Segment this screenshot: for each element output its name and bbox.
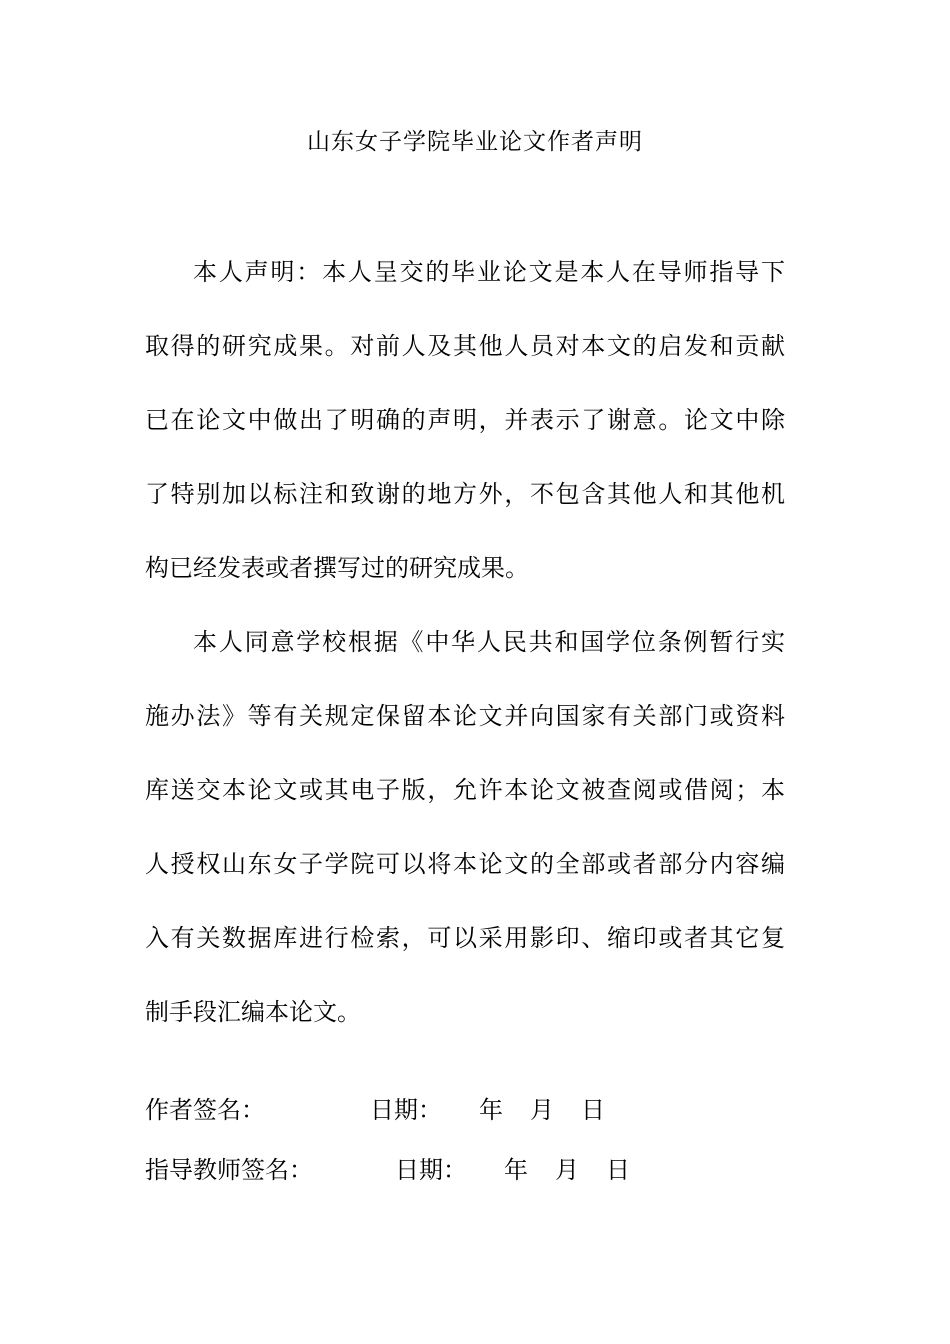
paragraph-line: 取得的研究成果。对前人及其他人员对本文的启发和贡献 (145, 332, 785, 360)
author-signature-label: 作者签名： (145, 1096, 265, 1124)
paragraph-line: 人授权山东女子学院可以将本论文的全部或者部分内容编 (145, 850, 785, 878)
author-date-month: 月 (530, 1096, 554, 1124)
page-title: 山东女子学院毕业论文作者声明 (307, 129, 643, 155)
authorization-paragraph (145, 605, 785, 1049)
author-date-year: 年 (479, 1096, 503, 1124)
paragraph-line: 已在论文中做出了明确的声明，并表示了谢意。论文中除 (145, 406, 785, 434)
author-date-label: 日期： (370, 1096, 442, 1124)
paragraph-line: 构已经发表或者撰写过的研究成果。 (145, 554, 529, 582)
paragraph-line: 库送交本论文或其电子版，允许本论文被查阅或借阅；本 (145, 776, 785, 804)
paragraph-line: 本人同意学校根据《中华人民共和国学位条例暂行实 (193, 628, 785, 656)
paragraph-line: 本人声明：本人呈交的毕业论文是本人在导师指导下 (193, 258, 785, 286)
advisor-date-day: 日 (606, 1156, 630, 1184)
advisor-date-label: 日期： (395, 1156, 467, 1184)
author-date-day: 日 (581, 1096, 605, 1124)
paragraph-line: 制手段汇编本论文。 (145, 998, 361, 1026)
paragraph-line: 入有关数据库进行检索，可以采用影印、缩印或者其它复 (145, 924, 785, 952)
advisor-date-year: 年 (504, 1156, 528, 1184)
declaration-paragraph (145, 235, 785, 605)
paragraph-line: 了特别加以标注和致谢的地方外，不包含其他人和其他机 (145, 480, 785, 508)
advisor-signature-label: 指导教师签名： (145, 1156, 313, 1184)
paragraph-line: 施办法》等有关规定保留本论文并向国家有关部门或资料 (145, 702, 785, 730)
advisor-date-month: 月 (555, 1156, 579, 1184)
